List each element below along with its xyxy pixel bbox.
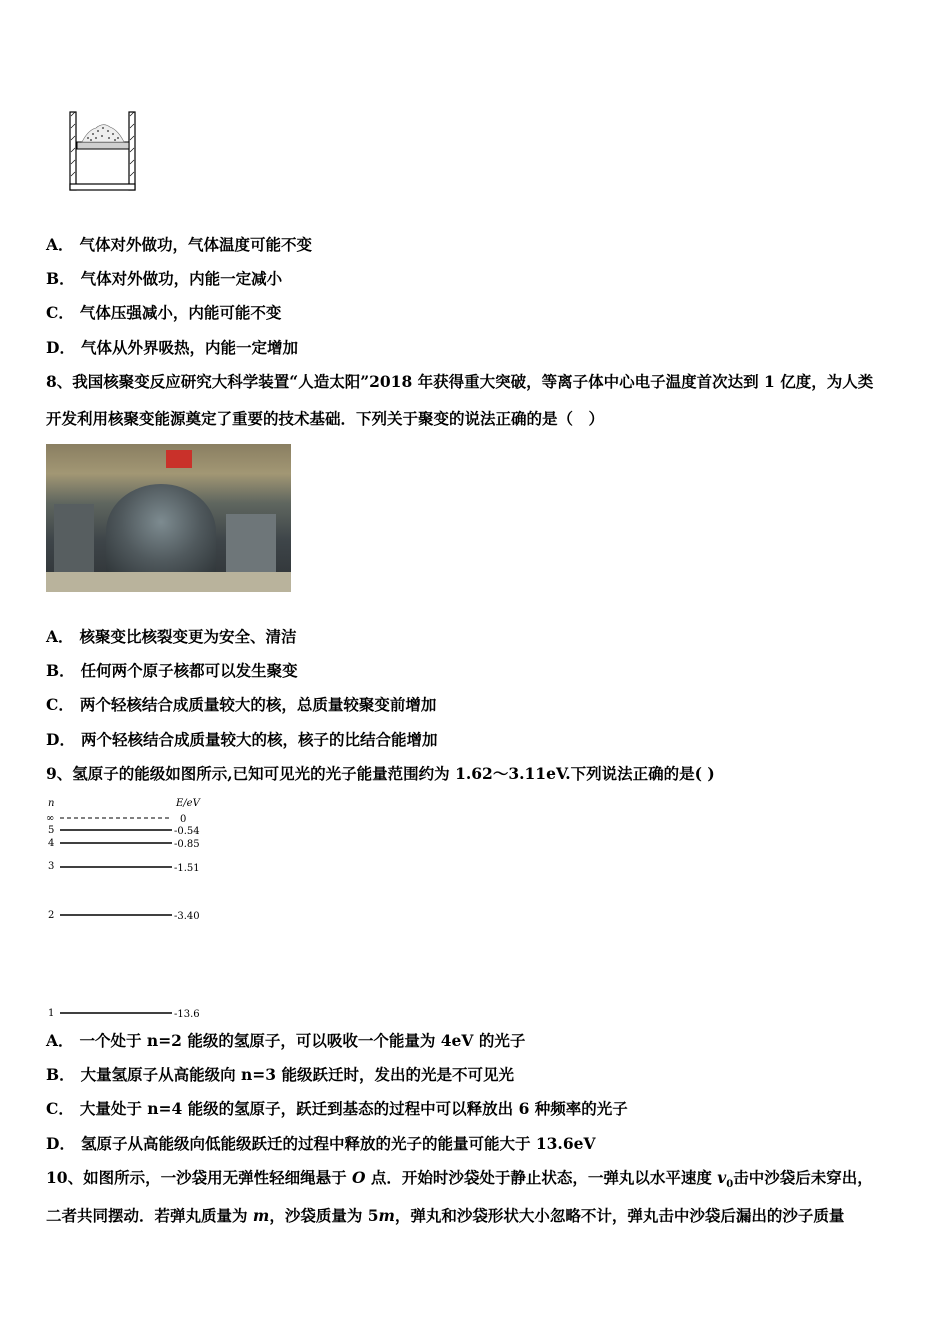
- q10-stem-line2: 二者共同摆动．若弹丸质量为 m，沙袋质量为 5m，弹丸和沙袋形状大小忽略不计，弹丸击中沙袋后漏出的沙子质量: [46, 1206, 845, 1225]
- energy-axis-label: E/eV: [176, 798, 200, 809]
- floor: [46, 572, 291, 592]
- q9-option-b: B． 大量氢原子从高能级向 n=3 能级跃迁时，发出的光是不可见光: [46, 1065, 514, 1084]
- q7-option-b: B． 气体对外做功，内能一定减小: [46, 269, 283, 288]
- q10-stem-line1: 10、如图所示，一沙袋用无弹性轻细绳悬于 O 点．开始时沙袋处于静止状态，一弹丸以水平速度 $v_0$击中沙袋后未穿出，: [46, 1168, 873, 1191]
- q9-option-d: D． 氢原子从高能级向低能级跃迁的过程中释放的光子的能量可能大于 13.6eV: [46, 1134, 596, 1153]
- q8-option-d: D． 两个轻核结合成质量较大的核，核子的比结合能增加: [46, 730, 438, 749]
- level-n-3: 3: [48, 861, 55, 872]
- flag-shape: [166, 450, 192, 468]
- fusion-device-photo: [46, 444, 291, 592]
- level-n-2: 2: [48, 910, 55, 921]
- q8-option-a: A． 核聚变比核裂变更为安全、清洁: [46, 627, 297, 646]
- cylinder-piston-figure: [66, 108, 142, 194]
- level-e-3: -1.51: [174, 863, 200, 874]
- level-e-2: -3.40: [174, 911, 200, 922]
- q8-option-c: C． 两个轻核结合成质量较大的核，总质量较聚变前增加: [46, 695, 437, 714]
- level-e-1: -13.6: [174, 1009, 200, 1020]
- energy-level-diagram: [44, 795, 224, 1025]
- q7-option-d: D． 气体从外界吸热，内能一定增加: [46, 338, 298, 357]
- q9-option-c: C． 大量处于 n=4 能级的氢原子，跃迁到基态的过程中可以释放出 6 种频率的光子: [46, 1099, 628, 1118]
- level-e-inf: 0: [180, 814, 187, 825]
- q7-option-c: C． 气体压强减小，内能可能不变: [46, 303, 282, 322]
- q8-stem-line1: 8、我国核聚变反应研究大科学装置“人造太阳”2018 年获得重大突破，等离子体中心电子温度首次达到 1 亿度，为人类: [46, 372, 874, 391]
- q9-option-a: A． 一个处于 n=2 能级的氢原子，可以吸收一个能量为 4eV 的光子: [46, 1031, 526, 1050]
- n-axis-label: n: [48, 798, 55, 809]
- level-n-1: 1: [48, 1008, 55, 1019]
- q7-option-a: A． 气体对外做功，气体温度可能不变: [46, 235, 313, 254]
- level-n-5: 5: [48, 825, 55, 836]
- level-e-4: -0.85: [174, 839, 200, 850]
- q8-stem-line2: 开发利用核聚变能源奠定了重要的技术基础．下列关于聚变的说法正确的是（ ）: [46, 409, 605, 428]
- q9-stem: 9、氢原子的能级如图所示,已知可见光的光子能量范围约为 1.62～3.11eV.下列说法正确的是( ): [46, 764, 715, 783]
- level-n-inf: ∞: [46, 813, 55, 824]
- level-e-5: -0.54: [174, 826, 200, 837]
- level-n-4: 4: [48, 838, 55, 849]
- q8-option-b: B． 任何两个原子核都可以发生聚变: [46, 661, 298, 680]
- tokamak-machine: [106, 484, 216, 579]
